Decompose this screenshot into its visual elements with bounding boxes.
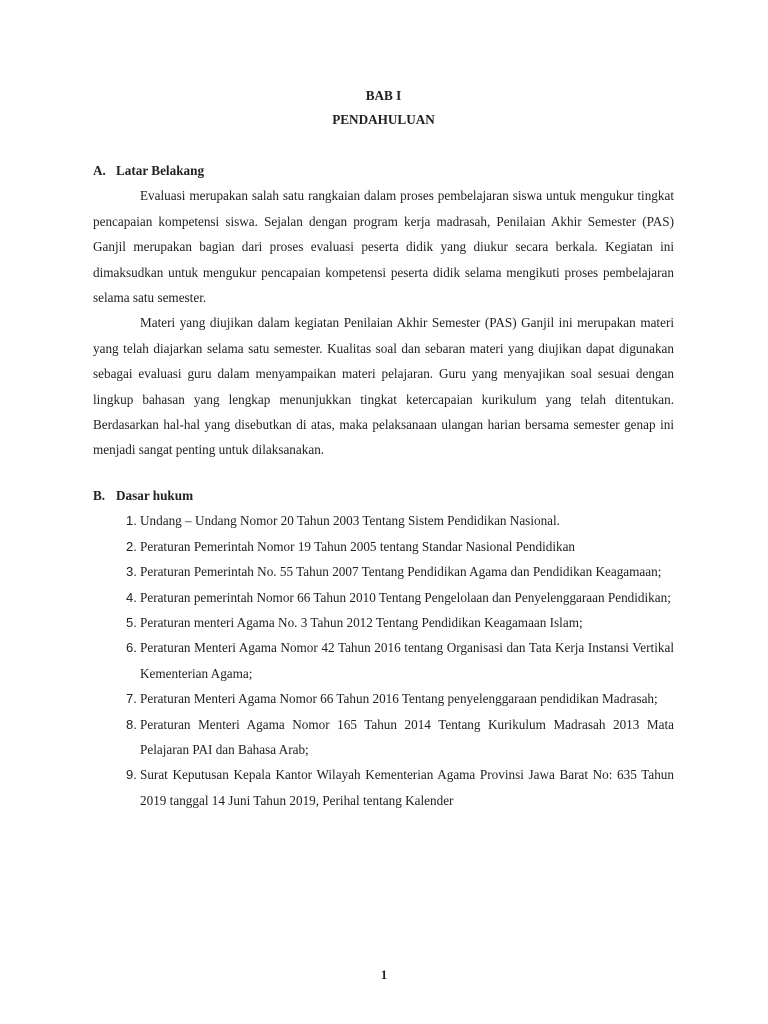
list-item-number: 3. bbox=[126, 564, 137, 580]
spacer bbox=[93, 463, 674, 483]
list-item bbox=[93, 686, 674, 711]
page-number: 1 bbox=[380, 968, 388, 982]
list-item-text: Peraturan Menteri Agama Nomor 66 Tahun 2016 Tentang penyelenggaraan pendidikan Madrasah; bbox=[140, 691, 658, 707]
list-item-number: 4. bbox=[126, 589, 137, 605]
list-item bbox=[93, 610, 674, 635]
page-content bbox=[93, 84, 674, 813]
spacer bbox=[93, 132, 674, 158]
list-item-number: 5. bbox=[126, 614, 137, 630]
list-item-number: 8. bbox=[126, 716, 137, 732]
paragraph: Materi yang diujikan dalam kegiatan Penilaian Akhir Semester (PAS) Ganjil ini merupakan materi yang telah diajarkan selama satu semester. Kualitas soal dan sebaran materi yang diujikan dapat digunakan sebagai evaluasi guru dalam menyampaikan materi pelajaran. Guru yang menyajikan soal sesuai dengan lingkup bahasan yang lengkap menunjukkan tingkat ketercapaian kurikulum yang telah ditentukan. Berdasarkan hal-hal yang disebutkan di atas, maka pelaksanaan ulangan harian bersama semester genap ini menjadi sangat penting untuk dilaksanakan. bbox=[93, 315, 674, 458]
list-item bbox=[93, 508, 674, 533]
section-title: Dasar hukum bbox=[116, 487, 194, 503]
list-item-text: Peraturan Menteri Agama Nomor 165 Tahun 2014 Tentang Kurikulum Madrasah 2013 Mata Pelajaran PAI dan Bahasa Arab; bbox=[140, 716, 674, 757]
list-item-number: 2. bbox=[126, 538, 137, 554]
list-item bbox=[93, 712, 674, 763]
list-item-text: Peraturan Menteri Agama Nomor 42 Tahun 2016 tentang Organisasi dan Tata Kerja Instansi Vertikal Kementerian Agama; bbox=[140, 640, 674, 681]
list-item bbox=[93, 534, 674, 559]
list-item-text: Undang – Undang Nomor 20 Tahun 2003 Tentang Sistem Pendidikan Nasional. bbox=[140, 513, 560, 529]
list-item-text: Peraturan pemerintah Nomor 66 Tahun 2010 Tentang Pengelolaan dan Penyelenggaraan Pendidikan; bbox=[140, 589, 671, 605]
list-item bbox=[93, 585, 674, 610]
list-item bbox=[93, 559, 674, 584]
section-title: Latar Belakang bbox=[116, 163, 205, 178]
section-heading-latar-belakang bbox=[93, 158, 674, 183]
list-item bbox=[93, 762, 674, 813]
list-item-text: Peraturan Pemerintah No. 55 Tahun 2007 Tentang Pendidikan Agama dan Pendidikan Keagamaan; bbox=[140, 564, 662, 580]
section-letter: B. bbox=[93, 487, 106, 503]
list-item-text: Surat Keputusan Kepala Kantor Wilayah Kementerian Agama Provinsi Jawa Barat No: 635 Tahun 2019 tanggal 14 Juni Tahun 2019, Perihal tentang Kalender bbox=[140, 767, 674, 808]
list-item-number: 1. bbox=[126, 513, 137, 529]
legal-basis-list bbox=[93, 508, 674, 813]
section-letter: A. bbox=[93, 163, 106, 178]
list-item-number: 6. bbox=[126, 640, 137, 656]
list-item-number: 9. bbox=[126, 767, 137, 783]
list-item-text: Peraturan menteri Agama No. 3 Tahun 2012 Tentang Pendidikan Keagamaan Islam; bbox=[140, 614, 583, 630]
list-item-text: Peraturan Pemerintah Nomor 19 Tahun 2005 tentang Standar Nasional Pendidikan bbox=[140, 538, 576, 554]
list-item-number: 7. bbox=[126, 691, 137, 707]
chapter-title: PENDAHULUAN bbox=[332, 112, 435, 127]
chapter-number: BAB I bbox=[365, 88, 402, 103]
list-item bbox=[93, 635, 674, 686]
section-heading-dasar-hukum bbox=[93, 483, 674, 508]
paragraph: Evaluasi merupakan salah satu rangkaian dalam proses pembelajaran siswa untuk mengukur tingkat pencapaian kompetensi siswa. Sejalan dengan program kerja madrasah, Penilaian Akhir Semester (PAS) Ganjil merupakan bagian dari proses evaluasi peserta didik yang diukur secara berkala. Kegiatan ini dimaksudkan untuk mengukur pencapaian kompetensi peserta didik selama mengikuti proses pembelajaran selama satu semester. bbox=[93, 188, 674, 306]
